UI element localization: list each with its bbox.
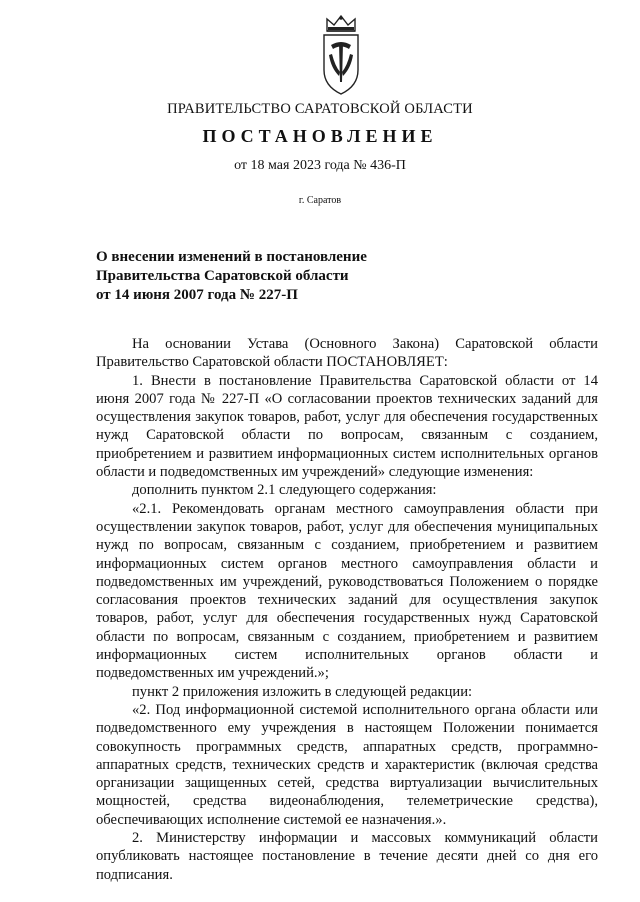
paragraph-amendment-intro: дополнить пунктом 2.1 следующего содержания:: [132, 482, 437, 499]
subject-line: от 14 июня 2007 года № 227-П: [96, 287, 298, 303]
subject-line: Правительства Саратовской области: [96, 268, 349, 284]
document-date-number: от 18 мая 2023 года № 436-П: [234, 158, 406, 173]
paragraph-item-2: 2. Министерству информации и массовых коммуникаций области опубликовать настоящее постановление в течение десяти дней со дня его подписания.: [96, 830, 598, 883]
paragraph-clause-2: «2. Под информационной системой исполнительного органа области или подведомственного ему учреждения в настоящем Положении понимается совокупность программных средств, аппаратных средств, программно-аппаратных средств, технических средств и характеристик (включая средства организации защищенных сетей, средства виртуализации вычислительных мощностей, средства видеонаблюдения, телеметрические средства), обеспечивающих исполнение системой ее назначения.».: [96, 701, 598, 828]
paragraph-amendment-intro-2: пункт 2 приложения изложить в следующей редакции:: [132, 683, 473, 700]
saratov-coat-of-arms-icon: [318, 14, 364, 98]
government-title: ПРАВИТЕЛЬСТВО САРАТОВСКОЙ ОБЛАСТИ: [167, 101, 473, 117]
document-body: [96, 335, 598, 884]
document-type: ПОСТАНОВЛЕНИЕ: [202, 126, 438, 146]
paragraph-clause-2-1: «2.1. Рекомендовать органам местного самоуправления области при осуществлении закупок товаров, работ, услуг для обеспечения муниципальных нужд по вопросам, связанным с созданием, приобретением и развитием информационных систем органов местного самоуправления области и подведомственных им учреждений, руководствоваться Положением о порядке согласования проектов технических заданий для осуществления закупок товаров, работ, услуг для обеспечения государственных нужд Саратовской области по вопросам, связанным с созданием, приобретением и развитием информационных систем исполнительных органов области и подведомственных им учреждений.»;: [96, 500, 598, 682]
paragraph-item-1: 1. Внести в постановление Правительства Саратовской области от 14 июня 2007 года № 227-П «О согласовании проектов технических заданий для осуществления закупок товаров, работ, услуг для обеспечения государственных нужд Саратовской области по вопросам, связанным с созданием, приобретением и развитием информационных систем исполнительных органов области и подведомственных им учреждений» следующие изменения:: [96, 372, 598, 481]
document-subject: [96, 248, 496, 305]
document-city: г. Саратов: [298, 195, 342, 206]
subject-line: О внесении изменений в постановление: [96, 249, 367, 265]
paragraph-preamble: На основании Устава (Основного Закона) Саратовской области Правительство Саратовской области ПОСТАНОВЛЯЕТ:: [96, 336, 598, 371]
